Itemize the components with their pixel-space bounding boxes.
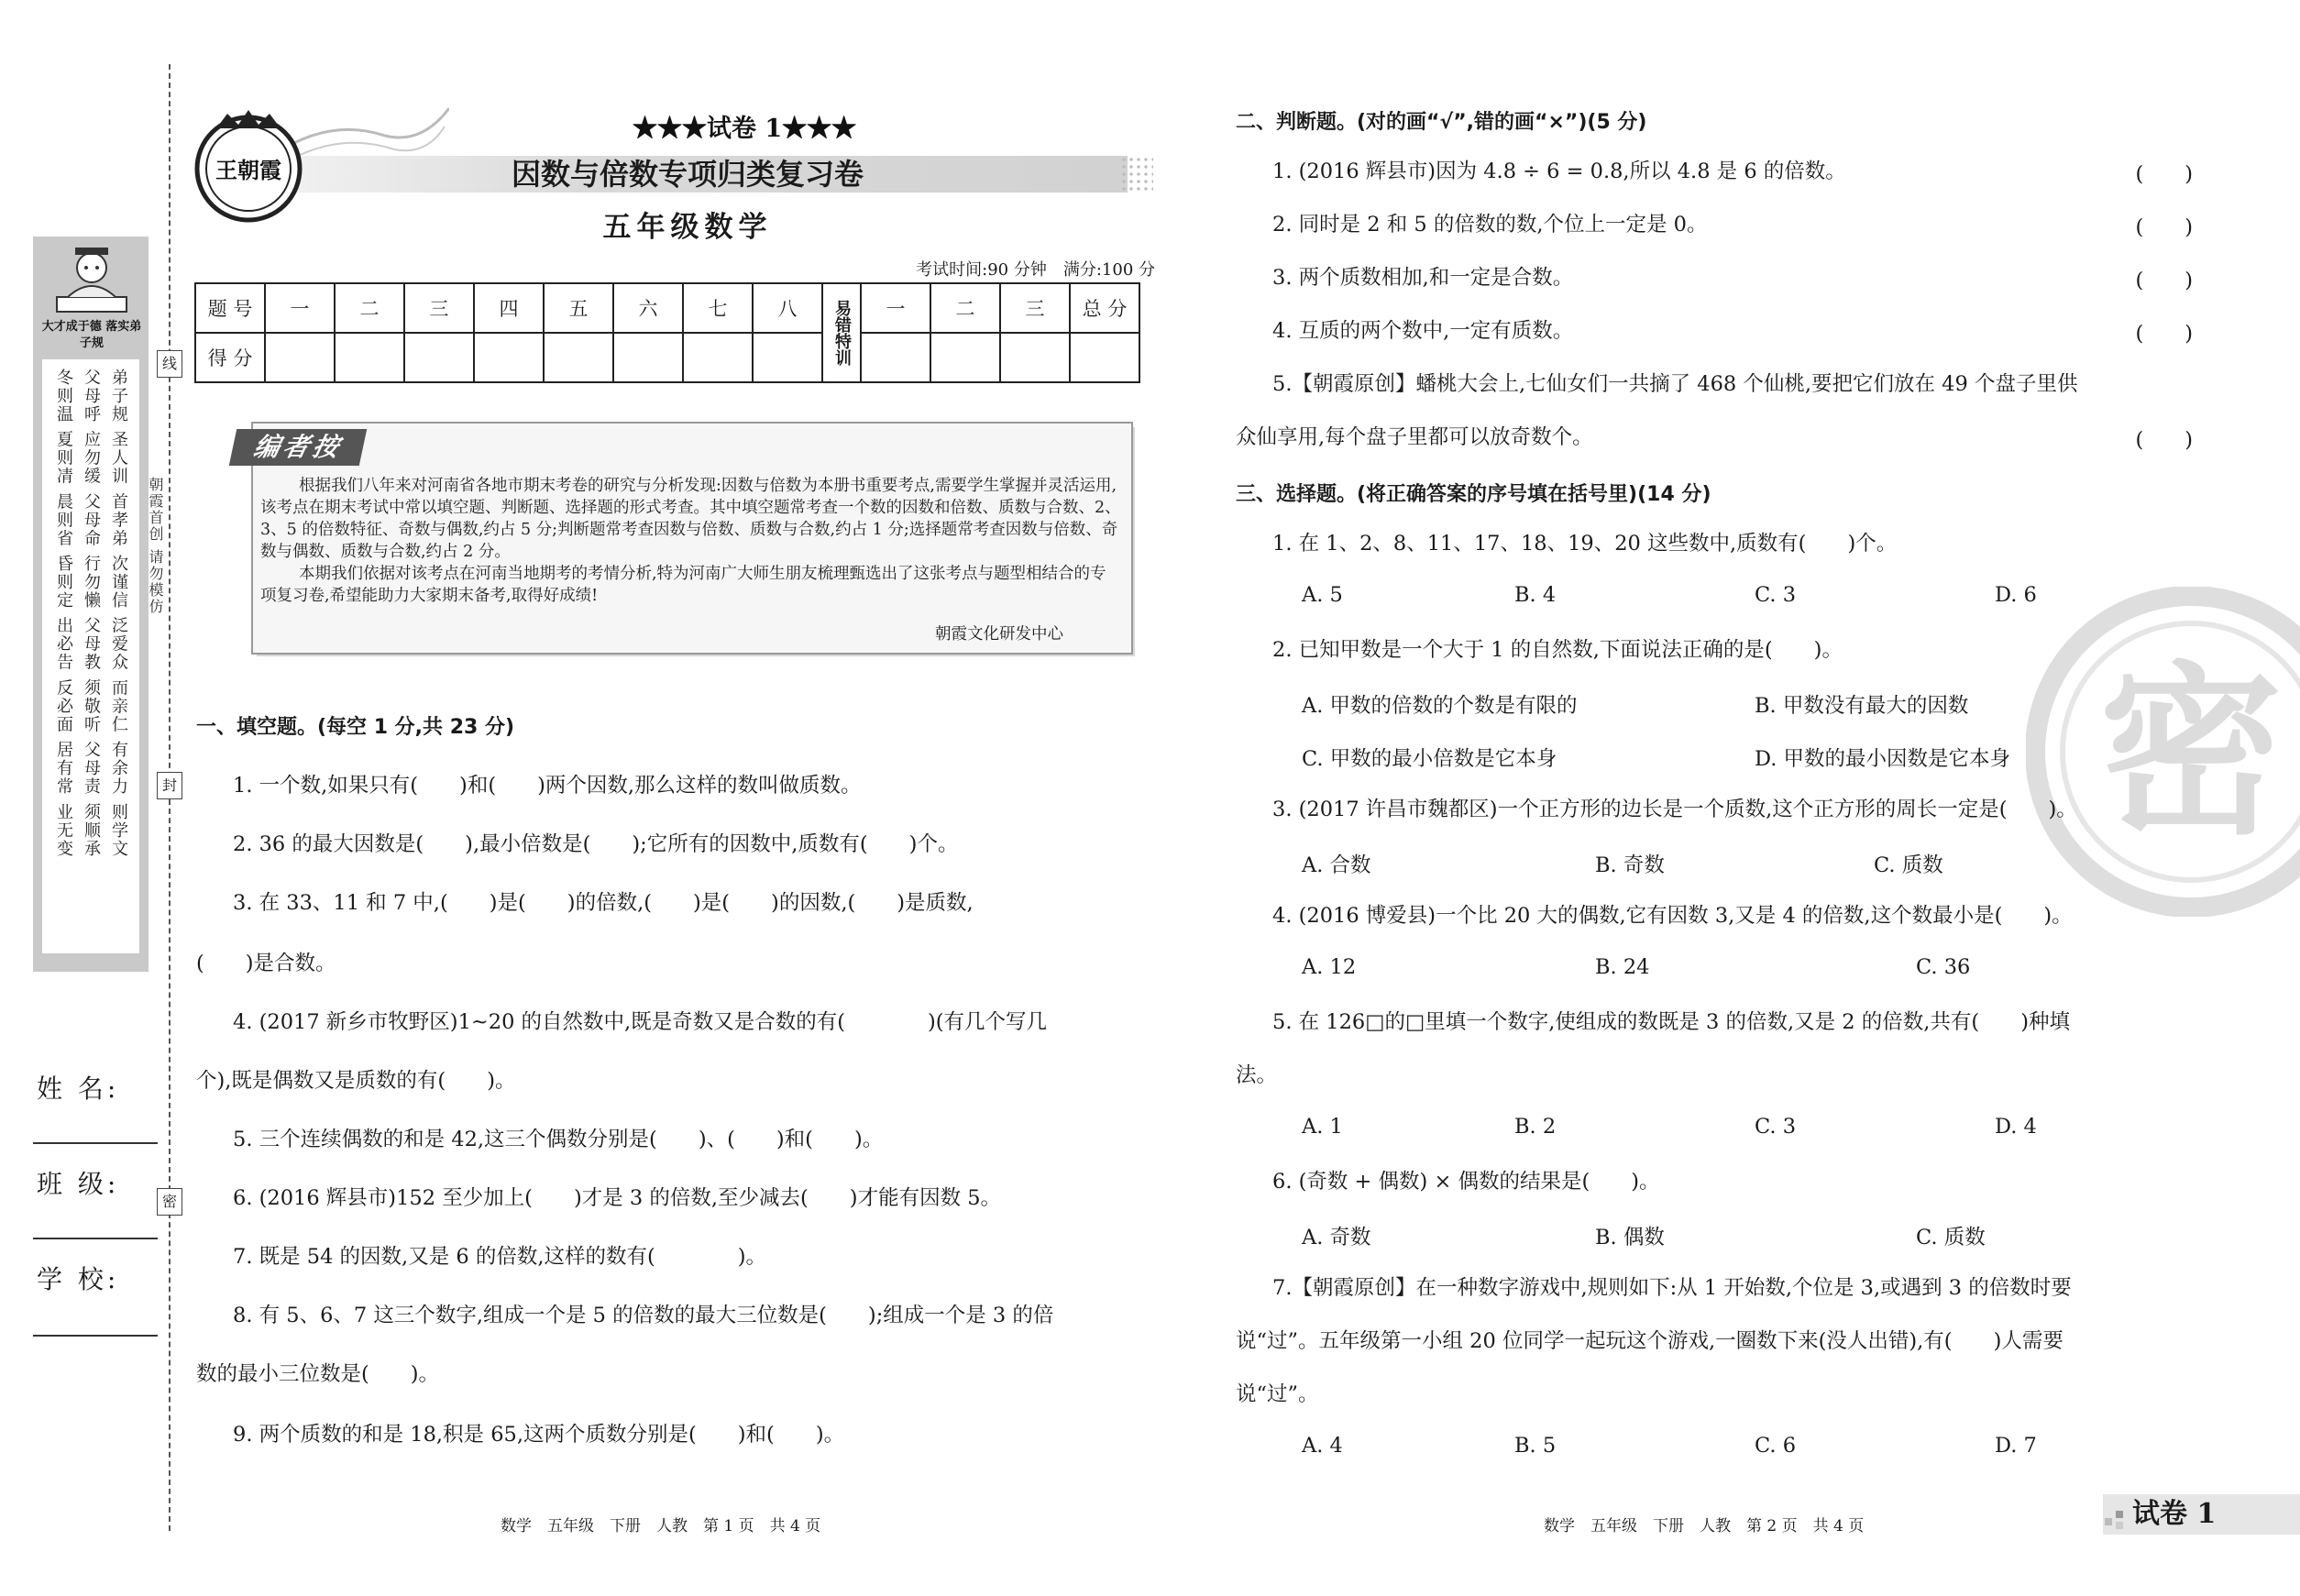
editor-note-paragraph-2: 本期我们依据对该考点在河南当地期考的考情分析,特为河南广大师生朋友梳理甄选出了这张考点与题型相结合的专项复习卷,希望能助力大家期末备考,取得好成绩! xyxy=(260,565,1106,605)
s2-line: 1. (2016 辉县市)因为 4.8 ÷ 6 = 0.8,所以 4.8 是 6 的倍数。 xyxy=(1272,160,1846,183)
score-cell[interactable] xyxy=(683,333,753,382)
sidebar-vertical-note: 朝霞首创 请勿模仿 xyxy=(147,477,164,616)
maxim-column-1: 弟子规 圣人训 首孝弟 次谨信 泛爱众 而亲仁 有余力 则学文 xyxy=(109,369,128,859)
score-table xyxy=(194,282,1140,383)
s2-line: 5.【朝霞原创】蟠桃大会上,七仙女们一共摘了 468 个仙桃,要把它们放在 49 个盘子里供 xyxy=(1272,372,2078,396)
score-special-col: 二 xyxy=(930,283,1000,333)
school-label: 学 校: xyxy=(37,1264,120,1294)
s1-line: 1. 一个数,如果只有( )和( )两个因数,那么这样的数叫做质数。 xyxy=(233,774,862,798)
answer-paren[interactable]: ( ) xyxy=(2135,269,2193,292)
score-cell[interactable] xyxy=(474,333,544,382)
option: B. 偶数 xyxy=(1595,1226,1665,1249)
s1-line: 8. 有 5、6、7 这三个数字,组成一个是 5 的倍数的最大三位数是( );组成一个是 3 的倍 xyxy=(233,1304,1054,1327)
score-col: 八 xyxy=(753,283,822,333)
score-total-cell[interactable] xyxy=(1070,333,1139,382)
s3-q7: 7.【朝霞原创】在一种数字游戏中,规则如下:从 1 开始数,个位是 3,或遇到 3 的倍数时要 xyxy=(1272,1276,2072,1300)
s1-line: 数的最小三位数是( )。 xyxy=(196,1362,440,1386)
s1-line: 7. 既是 54 的因数,又是 6 的倍数,这样的数有( )。 xyxy=(233,1245,767,1269)
editor-note-signature: 朝霞文化研发中心 xyxy=(935,625,1063,644)
score-col: 一 xyxy=(265,283,335,333)
answer-paren[interactable]: ( ) xyxy=(2135,162,2193,186)
option: C. 质数 xyxy=(1916,1226,1986,1249)
s1-line: 个),既是偶数又是质数的有( )。 xyxy=(196,1069,516,1093)
option: C. 3 xyxy=(1755,1115,1797,1139)
option: A. 奇数 xyxy=(1302,1226,1371,1249)
answer-paren[interactable]: ( ) xyxy=(2135,322,2193,346)
option: D. 4 xyxy=(1995,1115,2037,1139)
score-cell[interactable] xyxy=(613,333,683,382)
score-cell[interactable] xyxy=(753,333,822,382)
footer-right: 数学 五年级 下册 人教 第 2 页 共 4 页 xyxy=(1544,1517,1865,1535)
maxim-column-3: 冬则温 夏则凊 晨则省 昏则定 出必告 反必面 居有常 业无变 xyxy=(54,369,73,859)
option: B. 2 xyxy=(1514,1115,1557,1139)
editor-note-paragraph-1: 根据我们八年来对河南省各地市期末考卷的研究与分析发现:因数与倍数为本册书重要考点,需要学生掌握并灵活运用,该考点在期末考试中常以填空题、判断题、选择题的形式考查。其中填空题常考查一个数的因数和倍数、质数与合数、2、3、5 的倍数特征、奇数与偶数,约占 5 分;判断题常考查因数与倍数、质数与合数,约占 1 分;选择题常考查因数与倍数、奇数与偶数、质数与合数,约占 2 分。 xyxy=(260,477,1121,561)
paper-label: ★★★试卷 1★★★ xyxy=(633,115,857,143)
score-col: 三 xyxy=(404,283,474,333)
s3-q5: 5. 在 126□的□里填一个数字,使组成的数既是 3 的倍数,又是 2 的倍数,共有( )种填 xyxy=(1272,1010,2070,1034)
answer-paren[interactable]: ( ) xyxy=(2135,428,2193,452)
maxim-column-2: 父母呼 应勿缓 父母命 行勿懒 父母教 须敬听 父母责 须顺承 xyxy=(82,369,101,859)
score-total-label: 总 分 xyxy=(1070,283,1139,333)
page-subtitle: 五年级数学 xyxy=(602,211,773,244)
score-col: 五 xyxy=(544,283,613,333)
option: C. 36 xyxy=(1916,955,1971,979)
binding-mark-xian: 线 xyxy=(157,350,182,378)
option: A. 4 xyxy=(1302,1434,1343,1458)
option: D. 7 xyxy=(1995,1434,2037,1458)
score-row1-label: 题 号 xyxy=(195,283,265,333)
s3-q6: 6. (奇数 + 偶数) × 偶数的结果是( )。 xyxy=(1272,1170,1660,1194)
score-col: 六 xyxy=(613,283,683,333)
score-special-col: 三 xyxy=(1000,283,1070,333)
section1-title: 一、填空题。(每空 1 分,共 23 分) xyxy=(196,716,515,739)
s3-q5-cont: 法。 xyxy=(1236,1063,1278,1087)
option: B. 5 xyxy=(1514,1434,1557,1458)
s3-q3: 3. (2017 许昌市魏都区)一个正方形的边长是一个质数,这个正方形的周长一定是( )。 xyxy=(1272,798,2077,821)
s3-q1: 1. 在 1、2、8、11、17、18、19、20 这些数中,质数有( )个。 xyxy=(1272,532,1898,556)
option: A. 1 xyxy=(1302,1115,1343,1139)
special-training-label xyxy=(822,283,861,382)
score-table-header-row xyxy=(195,283,1139,333)
name-line[interactable] xyxy=(33,1142,158,1144)
score-col: 四 xyxy=(474,283,544,333)
scholar-illustration xyxy=(48,240,136,317)
score-col: 二 xyxy=(335,283,404,333)
score-cell[interactable] xyxy=(930,333,1000,382)
score-row2-label: 得 分 xyxy=(195,333,265,382)
option: A. 12 xyxy=(1302,955,1357,979)
s1-line: 6. (2016 辉县市)152 至少加上( )才是 3 的倍数,至少减去( )才能有因数 5。 xyxy=(233,1186,1002,1210)
s2-line: 3. 两个质数相加,和一定是合数。 xyxy=(1272,266,1574,290)
answer-paren[interactable]: ( ) xyxy=(2135,215,2193,239)
secret-seal-watermark xyxy=(2026,587,2300,917)
s1-line: ( )是合数。 xyxy=(196,952,336,975)
badge-dots-decoration xyxy=(2105,1505,2130,1531)
score-cell[interactable] xyxy=(335,333,404,382)
s1-line: 2. 36 的最大因数是( ),最小倍数是( );它所有的因数中,质数有( )个。 xyxy=(233,832,959,856)
seal-char: 密 xyxy=(2098,646,2283,860)
score-cell[interactable] xyxy=(404,333,474,382)
option: B. 4 xyxy=(1514,583,1557,607)
score-cell[interactable] xyxy=(265,333,335,382)
s3-q2: 2. 已知甲数是一个大于 1 的自然数,下面说法正确的是( )。 xyxy=(1272,638,1843,662)
option: A. 5 xyxy=(1302,583,1343,607)
section2-title: 二、判断题。(对的画“√”,错的画“×”)(5 分) xyxy=(1236,111,1647,134)
score-special-col: 一 xyxy=(861,283,930,333)
logo-text: 王朝霞 xyxy=(215,157,281,183)
option: C. 3 xyxy=(1755,583,1797,607)
s3-q4: 4. (2016 博爱县)一个比 20 大的偶数,它有因数 3,又是 4 的倍数,这个数最小是( )。 xyxy=(1272,904,2073,928)
s1-line: 4. (2017 新乡市牧野区)1~20 的自然数中,既是奇数又是合数的有( )(有几个写几 xyxy=(233,1010,1048,1034)
score-col: 七 xyxy=(683,283,753,333)
name-label: 姓 名: xyxy=(37,1073,120,1104)
footer-left: 数学 五年级 下册 人教 第 1 页 共 4 页 xyxy=(501,1517,821,1535)
page-title: 因数与倍数专项归类复习卷 xyxy=(511,157,864,192)
editor-note-body xyxy=(260,475,1122,607)
option: B. 甲数没有最大的因数 xyxy=(1755,694,1969,718)
option: C. 甲数的最小倍数是它本身 xyxy=(1302,747,1557,771)
sidebar-motto: 大才成于德 落实弟子规 xyxy=(41,320,142,350)
score-table-score-row xyxy=(195,333,1139,382)
score-cell[interactable] xyxy=(1000,333,1070,382)
s1-line: 3. 在 33、11 和 7 中,( )是( )的倍数,( )是( )的因数,( )是质数, xyxy=(233,891,974,915)
option: A. 合数 xyxy=(1302,853,1371,877)
binding-mark-feng: 封 xyxy=(157,772,182,799)
s2-line: 4. 互质的两个数中,一定有质数。 xyxy=(1272,319,1574,343)
option: C. 质数 xyxy=(1874,853,1943,877)
option: A. 甲数的倍数的个数是有限的 xyxy=(1302,694,1578,718)
s1-line: 5. 三个连续偶数的和是 42,这三个偶数分别是( )、( )和( )。 xyxy=(233,1128,884,1151)
binding-mark-mi: 密 xyxy=(157,1188,182,1216)
score-cell[interactable] xyxy=(861,333,930,382)
s3-q7-cont: 说“过”。五年级第一小组 20 位同学一起玩这个游戏,一圈数下来(没人出错),有( )人需要 xyxy=(1236,1329,2063,1353)
paper-badge: 试卷 1 xyxy=(2132,1498,2217,1530)
school-line[interactable] xyxy=(33,1335,158,1337)
score-cell[interactable] xyxy=(544,333,613,382)
section3-title: 三、选择题。(将正确答案的序号填在括号里)(14 分) xyxy=(1236,483,1711,506)
class-label: 班 级: xyxy=(37,1169,120,1199)
option: D. 6 xyxy=(1995,583,2037,607)
exam-info: 考试时间:90 分钟 满分:100 分 xyxy=(916,260,1155,280)
s2-line: 众仙享用,每个盘子里都可以放奇数个。 xyxy=(1236,425,1593,449)
s2-line: 2. 同时是 2 和 5 的倍数的数,个位上一定是 0。 xyxy=(1272,213,1708,237)
s1-line: 9. 两个质数的和是 18,积是 65,这两个质数分别是( )和( )。 xyxy=(233,1423,845,1447)
option: D. 甲数的最小因数是它本身 xyxy=(1755,747,2011,771)
option: C. 6 xyxy=(1755,1434,1797,1458)
option: B. 奇数 xyxy=(1595,853,1665,877)
option: B. 24 xyxy=(1595,955,1650,979)
editor-note-tag: 编者按 xyxy=(229,429,368,466)
class-line[interactable] xyxy=(33,1238,158,1239)
s3-q7-cont: 说“过”。 xyxy=(1236,1382,1319,1406)
special-training-text: 易错特训 xyxy=(832,300,852,366)
